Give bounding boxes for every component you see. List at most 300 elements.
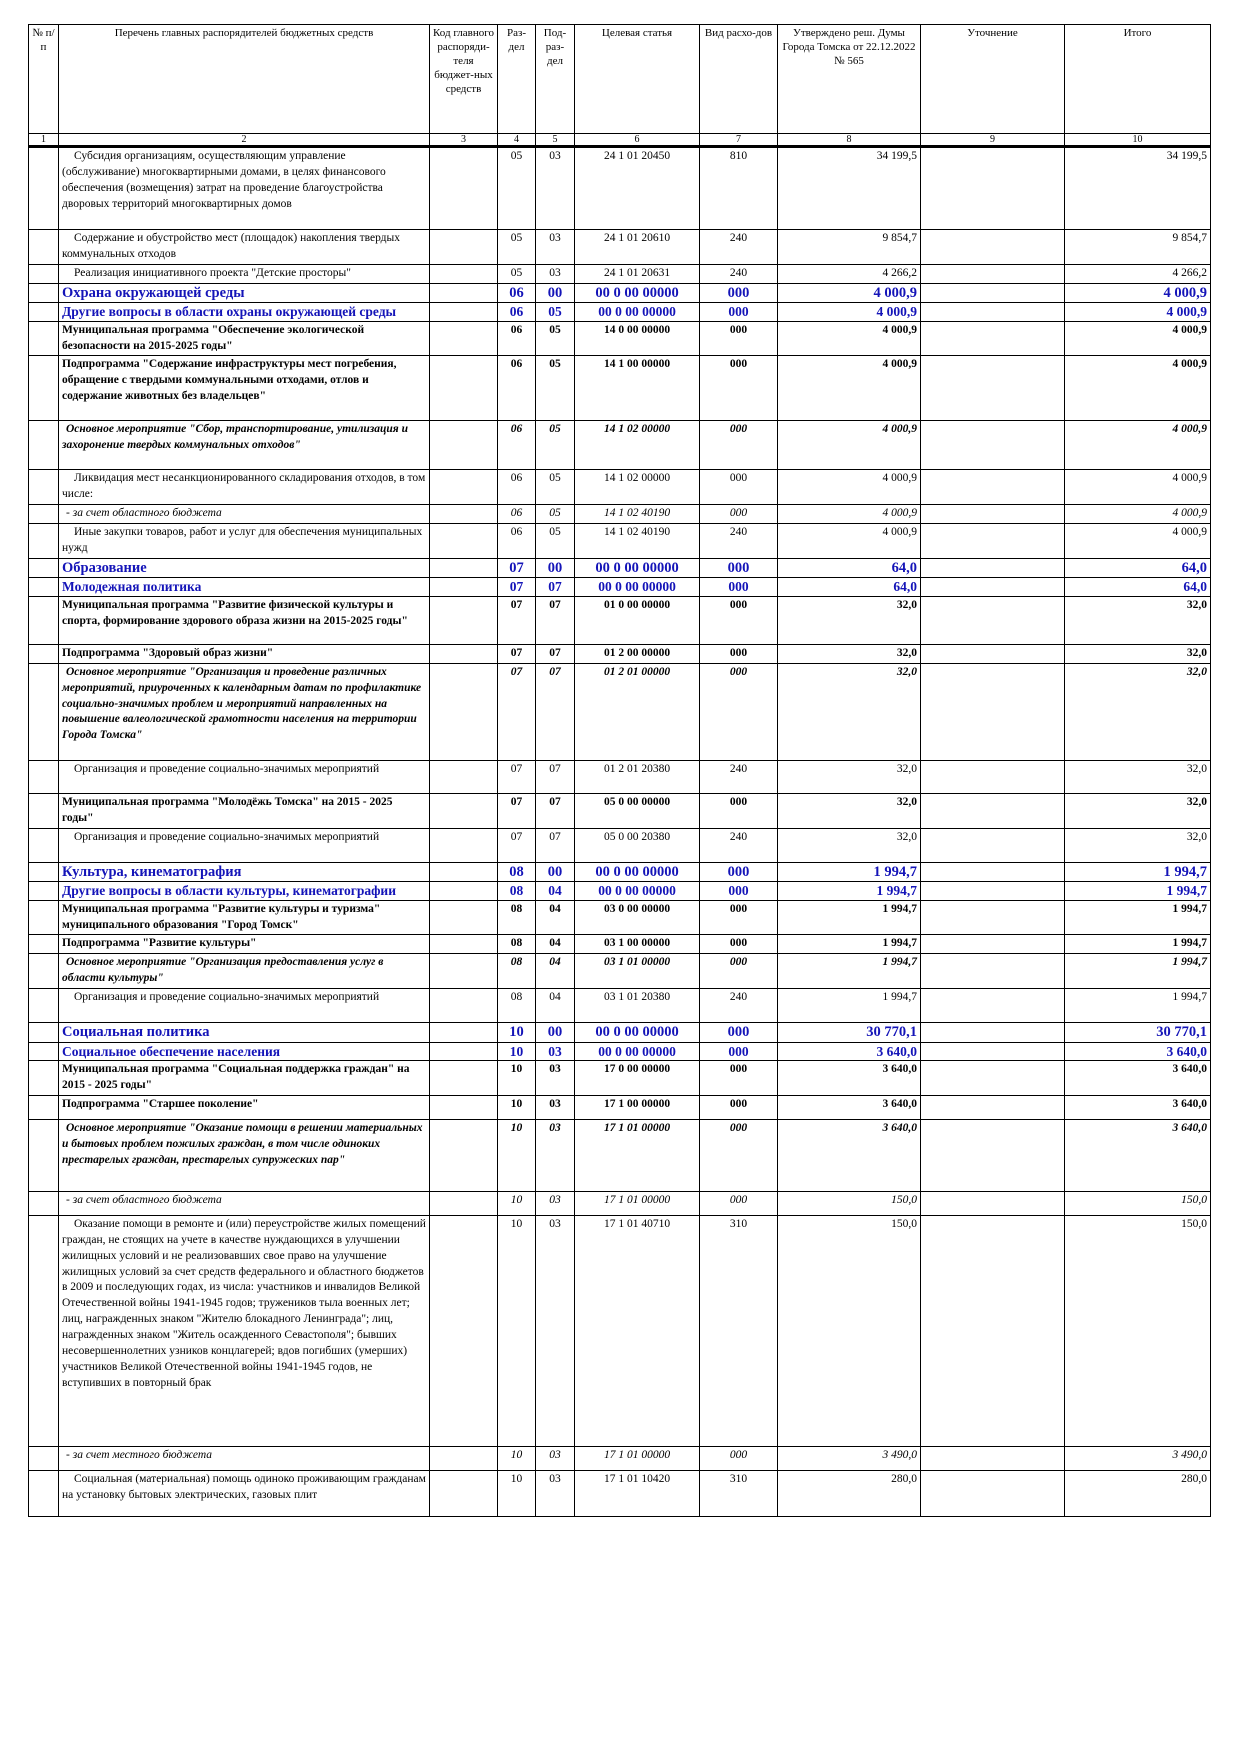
table-row <box>29 1095 1211 1119</box>
row-vid-cell: 000 <box>700 303 778 322</box>
row-change-cell <box>921 954 1065 989</box>
row-article-cell: 01 2 01 20380 <box>575 760 700 793</box>
column-number: 10 <box>1065 134 1211 147</box>
row-name-cell: Муниципальная программа "Обеспечение экологической безопасности на 2015-2025 годы" <box>59 321 430 356</box>
row-name-cell: Социальная политика <box>59 1023 430 1043</box>
row-total-cell: 32,0 <box>1065 644 1211 663</box>
row-total-cell: 1 994,7 <box>1065 882 1211 901</box>
row-change-cell <box>921 1446 1065 1470</box>
row-change-cell <box>921 421 1065 470</box>
row-article-cell: 17 1 01 40710 <box>575 1215 700 1446</box>
table-row <box>29 1470 1211 1516</box>
row-podrazdel-cell: 04 <box>536 989 575 1023</box>
row-change-cell <box>921 862 1065 882</box>
row-article-cell: 00 0 00 00000 <box>575 558 700 578</box>
row-number-cell <box>29 1446 59 1470</box>
column-number: 7 <box>700 134 778 147</box>
row-change-cell <box>921 303 1065 322</box>
row-code-cell <box>430 524 498 559</box>
row-code-cell <box>430 760 498 793</box>
row-podrazdel-cell: 03 <box>536 1119 575 1191</box>
row-vid-cell: 000 <box>700 356 778 421</box>
row-name-cell: Муниципальная программа "Развитие физической культуры и спорта, формирование здорового образа жизни на 2015-2025 годы" <box>59 596 430 644</box>
table-row <box>29 1191 1211 1215</box>
row-change-cell <box>921 644 1065 663</box>
row-approved-cell: 4 000,9 <box>778 283 921 303</box>
row-podrazdel-cell: 00 <box>536 283 575 303</box>
table-row <box>29 935 1211 954</box>
row-podrazdel-cell: 03 <box>536 1061 575 1096</box>
row-total-cell: 4 000,9 <box>1065 470 1211 505</box>
table-body <box>29 147 1211 1517</box>
table-row <box>29 505 1211 524</box>
row-razdel-cell: 07 <box>498 558 536 578</box>
row-number-cell <box>29 505 59 524</box>
row-razdel-cell: 08 <box>498 900 536 935</box>
row-vid-cell: 240 <box>700 989 778 1023</box>
header-row <box>29 25 1211 134</box>
row-vid-cell: 000 <box>700 1119 778 1191</box>
row-code-cell <box>430 321 498 356</box>
row-change-cell <box>921 1042 1065 1061</box>
column-number: 1 <box>29 134 59 147</box>
row-name-cell: Муниципальная программа "Социальная поддержка граждан" на 2015 - 2025 годы" <box>59 1061 430 1096</box>
row-code-cell <box>430 862 498 882</box>
row-razdel-cell: 10 <box>498 1191 536 1215</box>
row-vid-cell: 310 <box>700 1215 778 1446</box>
row-change-cell <box>921 793 1065 828</box>
row-podrazdel-cell: 04 <box>536 954 575 989</box>
row-name-cell: Культура, кинематография <box>59 862 430 882</box>
row-podrazdel-cell: 04 <box>536 900 575 935</box>
row-code-cell <box>430 1095 498 1119</box>
row-razdel-cell: 08 <box>498 989 536 1023</box>
row-code-cell <box>430 1042 498 1061</box>
header-cell: Перечень главных распорядителей бюджетных средств <box>59 25 430 134</box>
budget-sheet <box>28 24 1210 1504</box>
row-name-cell: Охрана окружающей среды <box>59 283 430 303</box>
row-name-cell: Основное мероприятие "Организация и проведение различных мероприятий, приуроченных к календарным датам по профилактике социально-значимых проблем и мероприятий направленных на повышение валеологической грамотности населения на территории Города Томска" <box>59 663 430 760</box>
column-number: 5 <box>536 134 575 147</box>
row-article-cell: 01 2 01 00000 <box>575 663 700 760</box>
row-code-cell <box>430 596 498 644</box>
row-code-cell <box>430 954 498 989</box>
row-name-cell: Ликвидация мест несанкционированного складирования отходов, в том числе: <box>59 470 430 505</box>
row-name-cell: Другие вопросы в области охраны окружающей среды <box>59 303 430 322</box>
row-article-cell: 14 0 00 00000 <box>575 321 700 356</box>
row-code-cell <box>430 505 498 524</box>
row-podrazdel-cell: 03 <box>536 1191 575 1215</box>
row-article-cell: 17 0 00 00000 <box>575 1061 700 1096</box>
row-total-cell: 280,0 <box>1065 1470 1211 1516</box>
row-vid-cell: 000 <box>700 1042 778 1061</box>
row-razdel-cell: 07 <box>498 578 536 597</box>
row-change-cell <box>921 321 1065 356</box>
row-vid-cell: 000 <box>700 900 778 935</box>
row-change-cell <box>921 1095 1065 1119</box>
row-article-cell: 03 1 00 00000 <box>575 935 700 954</box>
table-row <box>29 793 1211 828</box>
row-code-cell <box>430 1119 498 1191</box>
row-change-cell <box>921 760 1065 793</box>
row-number-cell <box>29 356 59 421</box>
row-name-cell: Содержание и обустройство мест (площадок) накопления твердых коммунальных отходов <box>59 230 430 265</box>
row-code-cell <box>430 935 498 954</box>
table-row <box>29 230 1211 265</box>
row-number-cell <box>29 882 59 901</box>
row-approved-cell: 150,0 <box>778 1191 921 1215</box>
row-vid-cell: 000 <box>700 578 778 597</box>
row-article-cell: 03 1 01 00000 <box>575 954 700 989</box>
table-row <box>29 828 1211 862</box>
row-approved-cell: 32,0 <box>778 596 921 644</box>
row-name-cell: Подпрограмма "Старшее поколение" <box>59 1095 430 1119</box>
header-cell: Код главного распоряди-теля бюджет-ных средств <box>430 25 498 134</box>
table-row <box>29 954 1211 989</box>
row-article-cell: 00 0 00 00000 <box>575 1023 700 1043</box>
row-number-cell <box>29 793 59 828</box>
row-change-cell <box>921 524 1065 559</box>
row-approved-cell: 4 266,2 <box>778 264 921 283</box>
row-name-cell: Социальная (материальная) помощь одиноко проживающим гражданам на установку бытовых электрических, газовых плит <box>59 1470 430 1516</box>
row-podrazdel-cell: 04 <box>536 882 575 901</box>
table-row <box>29 989 1211 1023</box>
row-vid-cell: 000 <box>700 1191 778 1215</box>
budget-table <box>28 24 1211 1517</box>
row-total-cell: 1 994,7 <box>1065 900 1211 935</box>
row-number-cell <box>29 578 59 597</box>
row-razdel-cell: 08 <box>498 882 536 901</box>
row-article-cell: 00 0 00 00000 <box>575 578 700 597</box>
row-total-cell: 4 000,9 <box>1065 283 1211 303</box>
row-article-cell: 00 0 00 00000 <box>575 862 700 882</box>
row-code-cell <box>430 230 498 265</box>
row-razdel-cell: 07 <box>498 793 536 828</box>
row-total-cell: 4 000,9 <box>1065 421 1211 470</box>
row-number-cell <box>29 663 59 760</box>
row-name-cell: Оказание помощи в ремонте и (или) переустройстве жилых помещений граждан, не стоящих на учете в качестве нуждающихся в улучшении жилищных условий и не реализовавших свое право на улучшение жилищных условий за счет средств федерального и областного бюджетов в 2009 и последующих годах, из числа: участников и инвалидов Великой Отечественной войны 1941-1945 годов; тружеников тыла военных лет; лиц, награжденных знаком "Жителю блокадного Ленинграда"; лиц, награжденных знаком "Житель осажденного Севастополя"; бывших несовершеннолетних узников концлагерей; вдов погибших (умерших) участников Великой Отечественной войны 1941-1945 годов, не вступивших в повторный брак <box>59 1215 430 1446</box>
row-vid-cell: 000 <box>700 421 778 470</box>
row-article-cell: 17 1 01 00000 <box>575 1446 700 1470</box>
row-vid-cell: 000 <box>700 644 778 663</box>
row-change-cell <box>921 283 1065 303</box>
row-vid-cell: 000 <box>700 793 778 828</box>
row-name-cell: Подпрограмма "Содержание инфраструктуры мест погребения, обращение с твердыми коммунальными отходами, отлов и содержание животных без владельцев" <box>59 356 430 421</box>
row-razdel-cell: 10 <box>498 1119 536 1191</box>
table-row <box>29 470 1211 505</box>
row-name-cell: - за счет местного бюджета <box>59 1446 430 1470</box>
row-vid-cell: 000 <box>700 1023 778 1043</box>
row-razdel-cell: 06 <box>498 303 536 322</box>
row-change-cell <box>921 1215 1065 1446</box>
row-approved-cell: 3 640,0 <box>778 1119 921 1191</box>
row-code-cell <box>430 989 498 1023</box>
row-podrazdel-cell: 03 <box>536 230 575 265</box>
row-code-cell <box>430 421 498 470</box>
row-number-cell <box>29 1215 59 1446</box>
table-row <box>29 321 1211 356</box>
row-podrazdel-cell: 05 <box>536 303 575 322</box>
row-vid-cell: 240 <box>700 264 778 283</box>
row-podrazdel-cell: 07 <box>536 793 575 828</box>
row-podrazdel-cell: 05 <box>536 321 575 356</box>
row-name-cell: Иные закупки товаров, работ и услуг для обеспечения муниципальных нужд <box>59 524 430 559</box>
row-name-cell: Основное мероприятие "Оказание помощи в решении материальных и бытовых проблем пожилых граждан, в том числе одиноких престарелых граждан, престарелых супружеских пар" <box>59 1119 430 1191</box>
row-vid-cell: 240 <box>700 828 778 862</box>
row-vid-cell: 000 <box>700 1446 778 1470</box>
header-cell: Целевая статья <box>575 25 700 134</box>
table-row <box>29 596 1211 644</box>
row-change-cell <box>921 596 1065 644</box>
row-podrazdel-cell: 03 <box>536 1470 575 1516</box>
row-approved-cell: 1 994,7 <box>778 989 921 1023</box>
row-article-cell: 17 1 01 10420 <box>575 1470 700 1516</box>
row-vid-cell: 000 <box>700 505 778 524</box>
table-row <box>29 663 1211 760</box>
row-number-cell <box>29 1095 59 1119</box>
row-vid-cell: 240 <box>700 230 778 265</box>
row-number-cell <box>29 954 59 989</box>
row-change-cell <box>921 505 1065 524</box>
row-name-cell: Образование <box>59 558 430 578</box>
row-article-cell: 17 1 01 00000 <box>575 1119 700 1191</box>
column-number: 3 <box>430 134 498 147</box>
table-row <box>29 900 1211 935</box>
row-change-cell <box>921 264 1065 283</box>
column-number: 8 <box>778 134 921 147</box>
row-approved-cell: 32,0 <box>778 828 921 862</box>
row-code-cell <box>430 663 498 760</box>
table-row <box>29 1215 1211 1446</box>
row-article-cell: 14 1 00 00000 <box>575 356 700 421</box>
row-razdel-cell: 07 <box>498 644 536 663</box>
row-article-cell: 00 0 00 00000 <box>575 303 700 322</box>
row-article-cell: 00 0 00 00000 <box>575 882 700 901</box>
row-name-cell: Основное мероприятие "Организация предоставления услуг в области культуры" <box>59 954 430 989</box>
table-row <box>29 558 1211 578</box>
row-razdel-cell: 06 <box>498 421 536 470</box>
row-podrazdel-cell: 03 <box>536 264 575 283</box>
row-vid-cell: 000 <box>700 954 778 989</box>
table-row <box>29 1042 1211 1061</box>
row-vid-cell: 000 <box>700 1095 778 1119</box>
row-name-cell: Муниципальная программа "Молодёжь Томска" на 2015 - 2025 годы" <box>59 793 430 828</box>
header-cell: Вид расхо-дов <box>700 25 778 134</box>
row-total-cell: 34 199,5 <box>1065 147 1211 230</box>
row-razdel-cell: 06 <box>498 505 536 524</box>
column-number-row <box>29 134 1211 147</box>
row-total-cell: 32,0 <box>1065 828 1211 862</box>
row-number-cell <box>29 558 59 578</box>
row-article-cell: 14 1 02 40190 <box>575 505 700 524</box>
row-approved-cell: 32,0 <box>778 644 921 663</box>
row-code-cell <box>430 828 498 862</box>
header-cell: Утверждено реш. Думы Города Томска от 22.12.2022 № 565 <box>778 25 921 134</box>
row-approved-cell: 4 000,9 <box>778 303 921 322</box>
row-number-cell <box>29 264 59 283</box>
row-vid-cell: 000 <box>700 663 778 760</box>
row-vid-cell: 000 <box>700 321 778 356</box>
row-name-cell: Организация и проведение социально-значимых мероприятий <box>59 760 430 793</box>
row-change-cell <box>921 558 1065 578</box>
row-podrazdel-cell: 03 <box>536 147 575 230</box>
row-vid-cell: 000 <box>700 935 778 954</box>
row-razdel-cell: 08 <box>498 862 536 882</box>
table-row <box>29 264 1211 283</box>
row-approved-cell: 4 000,9 <box>778 505 921 524</box>
row-vid-cell: 000 <box>700 882 778 901</box>
row-razdel-cell: 10 <box>498 1215 536 1446</box>
row-approved-cell: 4 000,9 <box>778 524 921 559</box>
row-podrazdel-cell: 00 <box>536 862 575 882</box>
row-code-cell <box>430 578 498 597</box>
row-approved-cell: 9 854,7 <box>778 230 921 265</box>
row-number-cell <box>29 230 59 265</box>
row-change-cell <box>921 1119 1065 1191</box>
row-razdel-cell: 06 <box>498 356 536 421</box>
row-podrazdel-cell: 03 <box>536 1095 575 1119</box>
row-code-cell <box>430 1446 498 1470</box>
row-total-cell: 3 640,0 <box>1065 1042 1211 1061</box>
row-razdel-cell: 06 <box>498 321 536 356</box>
table-row <box>29 303 1211 322</box>
row-total-cell: 32,0 <box>1065 663 1211 760</box>
row-article-cell: 24 1 01 20631 <box>575 264 700 283</box>
row-approved-cell: 4 000,9 <box>778 356 921 421</box>
row-podrazdel-cell: 05 <box>536 356 575 421</box>
row-article-cell: 01 0 00 00000 <box>575 596 700 644</box>
row-total-cell: 32,0 <box>1065 596 1211 644</box>
row-total-cell: 4 000,9 <box>1065 356 1211 421</box>
row-change-cell <box>921 882 1065 901</box>
table-row <box>29 283 1211 303</box>
row-approved-cell: 1 994,7 <box>778 882 921 901</box>
row-razdel-cell: 05 <box>498 147 536 230</box>
row-code-cell <box>430 882 498 901</box>
row-code-cell <box>430 470 498 505</box>
column-number: 9 <box>921 134 1065 147</box>
row-code-cell <box>430 1191 498 1215</box>
row-change-cell <box>921 663 1065 760</box>
row-approved-cell: 4 000,9 <box>778 321 921 356</box>
table-row <box>29 644 1211 663</box>
row-approved-cell: 1 994,7 <box>778 862 921 882</box>
row-approved-cell: 3 640,0 <box>778 1042 921 1061</box>
row-approved-cell: 3 640,0 <box>778 1061 921 1096</box>
row-article-cell: 01 2 00 00000 <box>575 644 700 663</box>
row-total-cell: 3 640,0 <box>1065 1095 1211 1119</box>
row-razdel-cell: 10 <box>498 1023 536 1043</box>
row-change-cell <box>921 1470 1065 1516</box>
table-row <box>29 421 1211 470</box>
row-vid-cell: 000 <box>700 596 778 644</box>
row-number-cell <box>29 644 59 663</box>
row-approved-cell: 1 994,7 <box>778 935 921 954</box>
row-razdel-cell: 07 <box>498 596 536 644</box>
table-row <box>29 1119 1211 1191</box>
row-podrazdel-cell: 07 <box>536 596 575 644</box>
table-row <box>29 356 1211 421</box>
row-name-cell: Молодежная политика <box>59 578 430 597</box>
row-change-cell <box>921 356 1065 421</box>
row-name-cell: - за счет областного бюджета <box>59 505 430 524</box>
row-change-cell <box>921 1061 1065 1096</box>
row-name-cell: Социальное обеспечение населения <box>59 1042 430 1061</box>
row-approved-cell: 4 000,9 <box>778 470 921 505</box>
row-change-cell <box>921 230 1065 265</box>
row-podrazdel-cell: 07 <box>536 760 575 793</box>
row-approved-cell: 1 994,7 <box>778 954 921 989</box>
row-article-cell: 14 1 02 40190 <box>575 524 700 559</box>
row-approved-cell: 32,0 <box>778 793 921 828</box>
row-total-cell: 64,0 <box>1065 558 1211 578</box>
row-total-cell: 1 994,7 <box>1065 954 1211 989</box>
row-name-cell: - за счет областного бюджета <box>59 1191 430 1215</box>
row-article-cell: 14 1 02 00000 <box>575 421 700 470</box>
row-vid-cell: 000 <box>700 1061 778 1096</box>
row-change-cell <box>921 147 1065 230</box>
row-total-cell: 1 994,7 <box>1065 935 1211 954</box>
row-code-cell <box>430 558 498 578</box>
row-article-cell: 00 0 00 00000 <box>575 1042 700 1061</box>
row-number-cell <box>29 1061 59 1096</box>
row-code-cell <box>430 644 498 663</box>
row-article-cell: 24 1 01 20450 <box>575 147 700 230</box>
row-vid-cell: 240 <box>700 524 778 559</box>
row-podrazdel-cell: 05 <box>536 421 575 470</box>
row-article-cell: 17 1 01 00000 <box>575 1191 700 1215</box>
row-article-cell: 14 1 02 00000 <box>575 470 700 505</box>
row-total-cell: 30 770,1 <box>1065 1023 1211 1043</box>
row-podrazdel-cell: 03 <box>536 1446 575 1470</box>
table-row <box>29 1446 1211 1470</box>
row-total-cell: 150,0 <box>1065 1215 1211 1446</box>
header-cell: № п/п <box>29 25 59 134</box>
table-row <box>29 147 1211 230</box>
row-number-cell <box>29 283 59 303</box>
table-row <box>29 1023 1211 1043</box>
row-vid-cell: 000 <box>700 862 778 882</box>
row-change-cell <box>921 935 1065 954</box>
row-razdel-cell: 06 <box>498 470 536 505</box>
row-razdel-cell: 10 <box>498 1042 536 1061</box>
row-podrazdel-cell: 05 <box>536 505 575 524</box>
row-code-cell <box>430 147 498 230</box>
row-vid-cell: 000 <box>700 283 778 303</box>
row-razdel-cell: 08 <box>498 954 536 989</box>
row-approved-cell: 30 770,1 <box>778 1023 921 1043</box>
row-article-cell: 24 1 01 20610 <box>575 230 700 265</box>
table-row <box>29 524 1211 559</box>
row-total-cell: 4 000,9 <box>1065 505 1211 524</box>
row-code-cell <box>430 1470 498 1516</box>
row-name-cell: Подпрограмма "Развитие культуры" <box>59 935 430 954</box>
row-approved-cell: 64,0 <box>778 578 921 597</box>
row-approved-cell: 34 199,5 <box>778 147 921 230</box>
row-podrazdel-cell: 00 <box>536 558 575 578</box>
row-razdel-cell: 10 <box>498 1470 536 1516</box>
row-number-cell <box>29 828 59 862</box>
column-number: 6 <box>575 134 700 147</box>
row-number-cell <box>29 935 59 954</box>
row-number-cell <box>29 147 59 230</box>
row-article-cell: 17 1 00 00000 <box>575 1095 700 1119</box>
row-total-cell: 1 994,7 <box>1065 862 1211 882</box>
row-code-cell <box>430 1061 498 1096</box>
row-total-cell: 64,0 <box>1065 578 1211 597</box>
row-podrazdel-cell: 07 <box>536 644 575 663</box>
row-number-cell <box>29 989 59 1023</box>
